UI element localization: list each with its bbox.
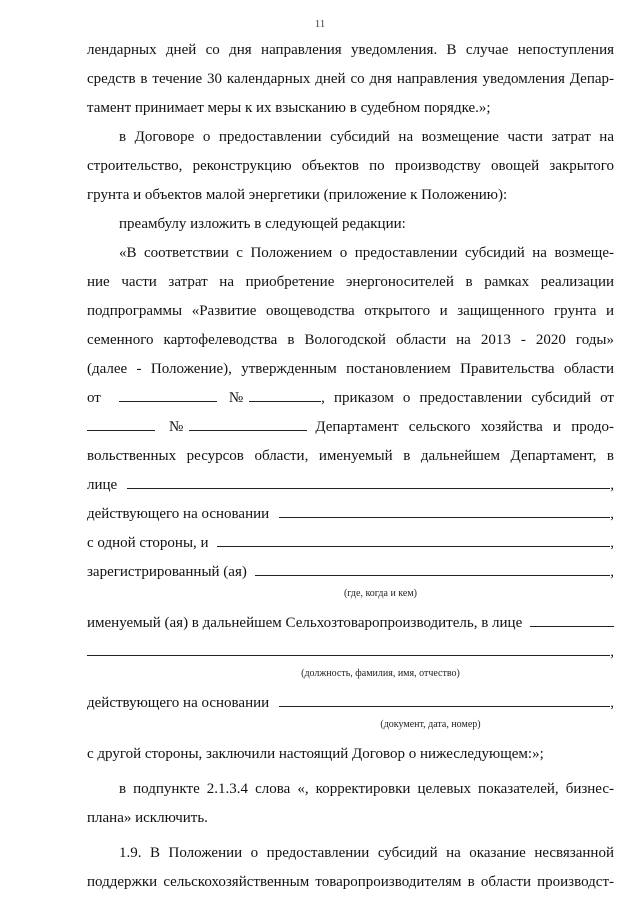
- paragraph-line: с другой стороны, заключили настоящий Договор о нижеследующем:»;: [87, 746, 544, 762]
- form-line-date-number: [87, 384, 614, 413]
- paragraph-line: вольственных ресурсов области, именуемый в дальнейшем Департамент, в: [87, 448, 614, 464]
- label-basis: действующего на основании: [87, 695, 270, 711]
- paragraph-line: плана» исключить.: [87, 810, 208, 826]
- form-line-person: [87, 471, 614, 500]
- form-line-basis: [87, 500, 614, 529]
- number-blank[interactable]: [249, 387, 321, 402]
- form-line-producer: [87, 609, 614, 638]
- label-basis: действующего на основании: [87, 506, 270, 522]
- field-hint: [87, 667, 614, 689]
- paragraph-line: (далее - Положение), утвержденным постановлением Правительства области: [87, 361, 614, 377]
- paragraph-line: ние части затрат на приобретение энергоносителей в рамках реализации: [87, 274, 614, 290]
- paragraph-line: преамбулу изложить в следующей редакции:: [119, 216, 406, 232]
- comma: ,: [610, 564, 614, 580]
- comma: ,: [610, 535, 614, 551]
- paragraph-line: подпрограммы «Развитие овощеводства открытого и защищенного грунта и: [87, 303, 614, 319]
- paragraph-line: 1.9. В Положении о предоставлении субсидий на оказание несвязанной: [119, 845, 614, 861]
- comma: ,: [610, 477, 614, 493]
- label-number: №: [169, 419, 184, 435]
- order-number-blank[interactable]: [189, 416, 307, 431]
- person-blank[interactable]: [127, 474, 610, 489]
- form-line-order-number: [87, 413, 614, 442]
- hint-document: (документ, дата, номер): [380, 719, 481, 730]
- paragraph-line: строительство, реконструкцию объектов по производству овощей закрытого: [87, 158, 614, 174]
- form-line-position: [87, 638, 614, 667]
- label-order: , приказом о предоставлении субсидий от: [321, 390, 614, 406]
- paragraph-line: в Договоре о предоставлении субсидий на возмещение части затрат на: [119, 129, 614, 145]
- producer-person-blank[interactable]: [530, 612, 614, 627]
- basis-blank[interactable]: [279, 503, 610, 518]
- form-line-basis-2: [87, 689, 614, 718]
- comma: ,: [610, 644, 614, 660]
- paragraph-line: поддержки сельскохозяйственным товаропроизводителям в области производст-: [87, 874, 614, 890]
- comma: ,: [610, 506, 614, 522]
- paragraph-line: «В соответствии с Положением о предоставлении субсидий на возмеще-: [119, 245, 614, 261]
- label-registered: зарегистрированный (ая): [87, 564, 247, 580]
- page-number: 11: [314, 18, 326, 30]
- form-line-registered: [87, 558, 614, 587]
- hint-where-when: (где, когда и кем): [344, 588, 417, 599]
- label-from: от: [87, 390, 101, 406]
- position-name-blank[interactable]: [87, 641, 610, 656]
- paragraph-line: тамент принимает меры к их взысканию в судебном порядке.»;: [87, 100, 491, 116]
- department-text: Департамент сельского хозяйства и продо-: [315, 419, 614, 435]
- label-number: №: [228, 390, 244, 406]
- counterparty-blank[interactable]: [217, 532, 611, 547]
- field-hint: [87, 587, 614, 609]
- basis-document-blank[interactable]: [279, 692, 610, 707]
- comma: ,: [610, 695, 614, 711]
- document-body: [87, 36, 614, 897]
- paragraph-line: в подпункте 2.1.3.4 слова «, корректировки целевых показателей, бизнес-: [119, 781, 614, 797]
- date-blank[interactable]: [119, 387, 217, 402]
- label-producer: именуемый (ая) в дальнейшем Сельхозтоваропроизводитель, в лице: [87, 615, 523, 631]
- order-date-blank[interactable]: [87, 416, 155, 431]
- label-one-side: с одной стороны, и: [87, 535, 209, 551]
- paragraph-line: средств в течение 30 календарных дней со дня направления уведомления Депар-: [87, 71, 614, 87]
- field-hint: [87, 718, 614, 740]
- paragraph-line: грунта и объектов малой энергетики (приложение к Положению):: [87, 187, 508, 203]
- hint-position-name: (должность, фамилия, имя, отчество): [301, 668, 460, 679]
- registered-blank[interactable]: [255, 561, 610, 576]
- paragraph-line: лендарных дней со дня направления уведомления. В случае непоступления: [87, 42, 614, 58]
- paragraph-line: семенного картофелеводства в Вологодской области на 2013 - 2020 годы»: [87, 332, 614, 348]
- form-line-one-side: [87, 529, 614, 558]
- label-person: лице: [87, 477, 118, 493]
